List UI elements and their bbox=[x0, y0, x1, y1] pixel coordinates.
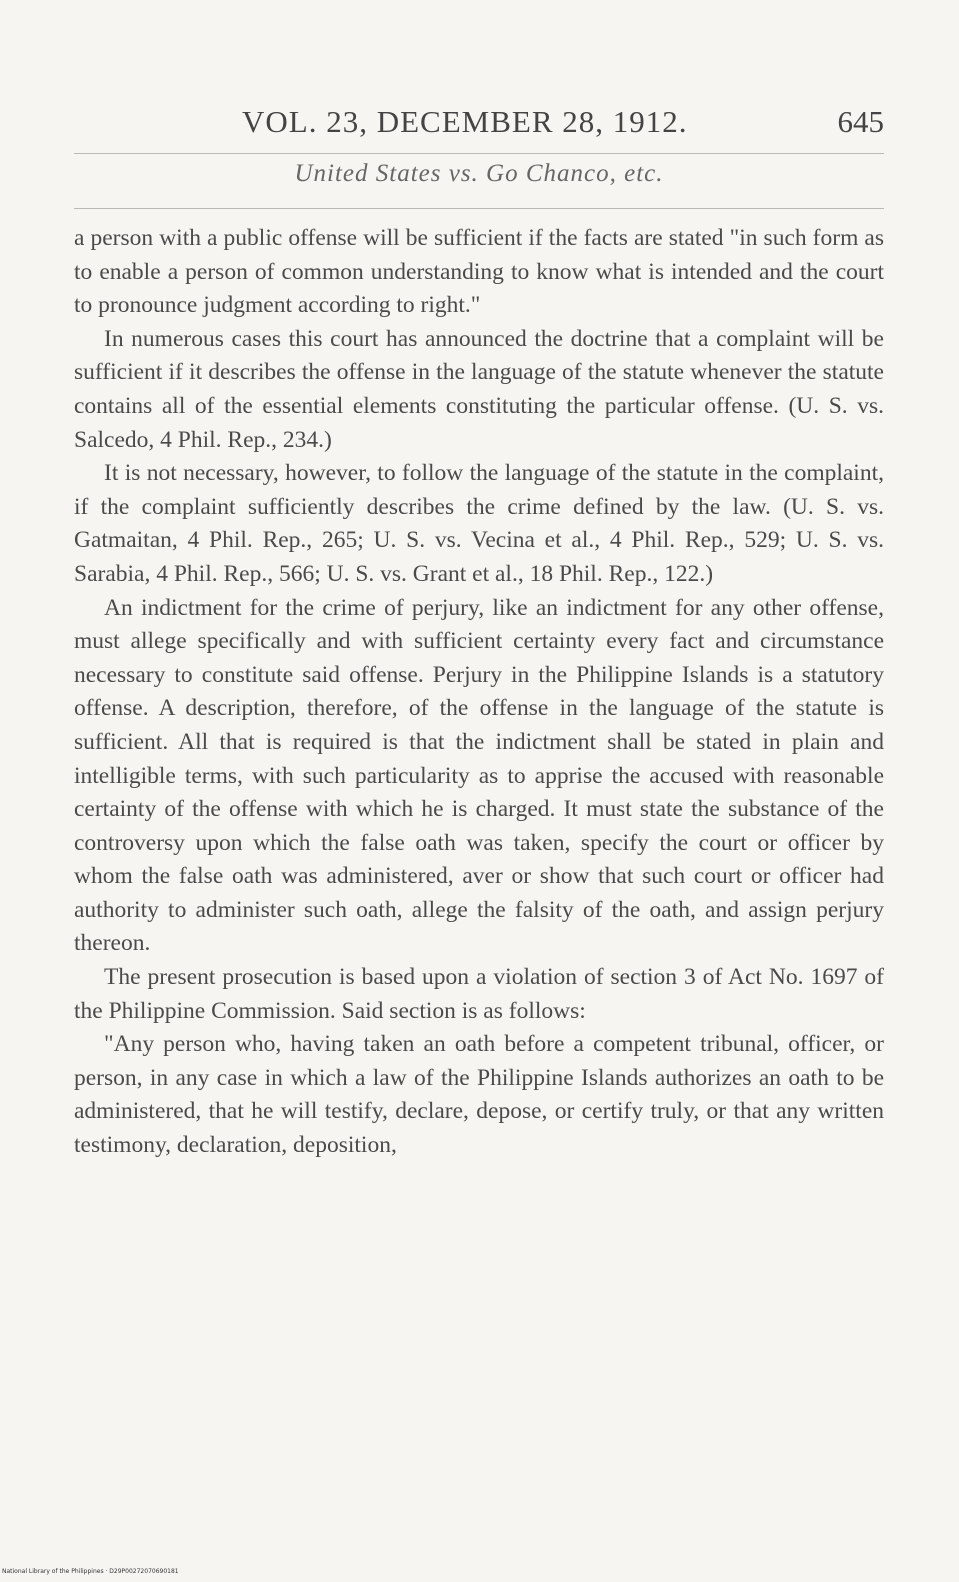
source-footer: National Library of the Philippines · D29P00272070690181 bbox=[2, 1568, 179, 1575]
page-header bbox=[74, 104, 884, 148]
header-rule-top bbox=[74, 153, 884, 154]
page-number: 645 bbox=[837, 104, 884, 139]
paragraph-3: It is not necessary, however, to follow the language of the statute in the complaint, if the complaint sufficiently describes the crime defined by the law. (U. S. vs. Gatmaitan, 4 Phil. Rep., 265; U. S. vs. Vecina et al., 4 Phil. Rep., 529; U. S. vs. Sarabia, 4 Phil. Rep., 566; U. S. vs. Grant et al., 18 Phil. Rep., 122.) bbox=[74, 460, 884, 587]
paragraph-6: "Any person who, having taken an oath before a competent tribunal, officer, or person, in any case in which a law of the Philippine Islands authorizes an oath to be administered, that he will testify, declare, depose, or certify truly, or that any written testimony, declaration, deposition, bbox=[74, 1031, 884, 1159]
body-text bbox=[74, 222, 884, 1163]
paragraph-2: In numerous cases this court has announced the doctrine that a complaint will be sufficient if it describes the offense in the language of the statute whenever the statute contains all of the essential elements constituting the particular offense. (U. S. vs. Salcedo, 4 Phil. Rep., 234.) bbox=[74, 325, 884, 453]
paragraph-4: An indictment for the crime of perjury, like an indictment for any other offense, must allege specifically and with sufficient certainty every fact and circumstance necessary to constitute said offense. Perjury in the Philippine Islands is a statutory offense. A description, therefore, of the offense in the language of the statute is sufficient. All that is required is that the indictment shall be stated in plain and intelligible terms, with such particularity as to apprise the accused with reasonable certainty of the offense with which he is charged. It must state the substance of the controversy upon which the false oath was taken, specify the court or officer by whom the false oath was administered, aver or show that such court or officer had authority to administer such oath, allege the falsity of the oath, and assign perjury thereon. bbox=[74, 594, 884, 957]
paragraph-5: The present prosecution is based upon a violation of section 3 of Act No. 1697 of the Philippine Commission. Said section is as follows: bbox=[74, 964, 884, 1024]
volume-title: VOL. 23, DECEMBER 28, 1912. bbox=[242, 104, 688, 139]
header-rule-bottom bbox=[74, 208, 884, 209]
running-title: United States vs. Go Chanco, etc. bbox=[294, 160, 664, 187]
paragraph-1: a person with a public offense will be sufficient if the facts are stated "in such form as to enable a person of common understanding to know what is intended and the court to pronounce judgment according to right." bbox=[74, 225, 884, 319]
